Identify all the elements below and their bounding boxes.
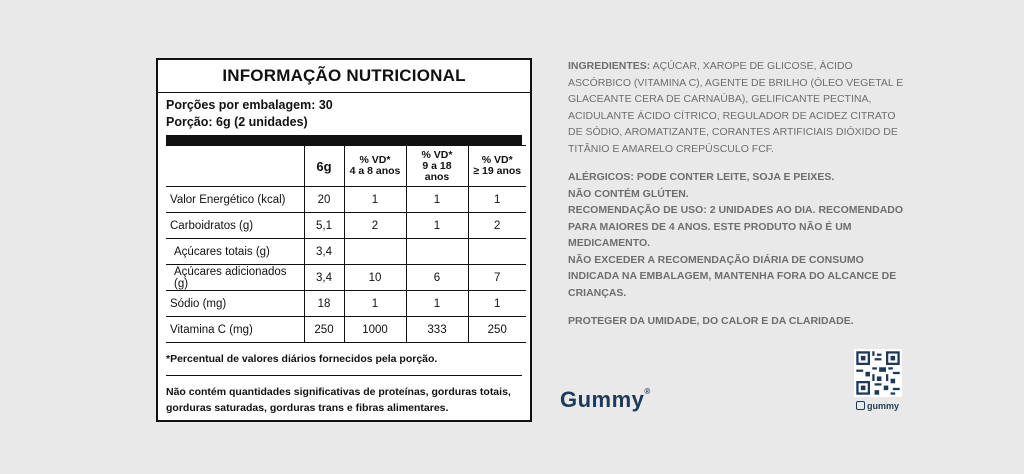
header-row: [166, 146, 526, 187]
table-row: [166, 265, 526, 291]
cell-value: 3,4: [304, 265, 344, 291]
cell-value: 1: [344, 187, 406, 213]
do-not-exceed: NÃO EXCEDER A RECOMENDAÇÃO DIÁRIA DE CONSUMO INDICADA NA EMBALAGEM, MANTENHA FORA DO ALCANCE DE CRIANÇAS.: [568, 253, 897, 299]
cell-value: 2: [344, 213, 406, 239]
footnote: *Percentual de valores diários fornecidos pela porção.: [166, 343, 522, 376]
cell-value: 6: [406, 265, 468, 291]
cell-value: 2: [468, 213, 526, 239]
cell-value: 1: [468, 291, 526, 317]
header-vd-4-8: % VD* 4 a 8 anos: [344, 146, 406, 187]
nutrients-table: [166, 145, 526, 343]
gummy-logo: Gummy®: [560, 387, 651, 412]
warnings: [568, 169, 908, 301]
cell-value: 1: [406, 213, 468, 239]
cell-value: 333: [406, 317, 468, 343]
row-label: Sódio (mg): [166, 291, 304, 317]
serving-info: [158, 93, 530, 135]
nutrition-title: INFORMAÇÃO NUTRICIONAL: [158, 60, 530, 93]
cell-value: 20: [304, 187, 344, 213]
table-row: [166, 317, 526, 343]
row-label: Açúcares adicionados (g): [166, 265, 304, 291]
cell-value: 3,4: [304, 239, 344, 265]
row-label: Açúcares totais (g): [166, 239, 304, 265]
header-vd-19: % VD* ≥ 19 anos: [468, 146, 526, 187]
gluten-free: NÃO CONTÉM GLÚTEN.: [568, 187, 689, 200]
table-row: [166, 187, 526, 213]
cell-value: 250: [468, 317, 526, 343]
cell-value: 10: [344, 265, 406, 291]
header-portion: 6g: [304, 146, 344, 187]
table-row: [166, 291, 526, 317]
cell-value: [344, 239, 406, 265]
header-empty: [166, 146, 304, 187]
table-row: [166, 239, 526, 265]
ingredients-text: AÇÚCAR, XAROPE DE GLICOSE, ÁCIDO ASCÓRBICO (VITAMINA C), AGENTE DE BRILHO (ÓLEO VEGETAL E GLACEANTE CERA DE CARNAÚBA), GELIFICANTE PECTINA, ACIDULANTE ÁCIDO CÍTRICO, REGULADOR DE ACIDEZ CITRATO DE SÓDIO, AROMATIZANTE, CORANTES ARTIFICIAIS DIÓXIDO DE TITÂNIO E AMARELO CREPÚSCULO FCF.: [568, 60, 904, 155]
cell-value: 1: [406, 291, 468, 317]
instagram-icon: [856, 401, 865, 410]
allergens: ALÉRGICOS: PODE CONTER LEITE, SOJA E PEIXES.: [568, 171, 835, 183]
cell-value: 1: [344, 291, 406, 317]
cell-value: 1: [468, 187, 526, 213]
ingredients: [568, 58, 908, 157]
product-info: [568, 58, 908, 342]
cell-value: 1: [406, 187, 468, 213]
qr-code-icon: [854, 349, 902, 397]
row-label: Valor Energético (kcal): [166, 187, 304, 213]
storage-warning: PROTEGER DA UMIDADE, DO CALOR E DA CLARIDADE.: [568, 315, 854, 327]
ingredients-label: INGREDIENTES:: [568, 60, 651, 72]
cell-value: [406, 239, 468, 265]
nutrition-facts-table: [156, 58, 532, 422]
header-vd-9-18: % VD* 9 a 18 anos: [406, 146, 468, 187]
servings-per-package: Porções por embalagem: 30: [166, 98, 333, 112]
row-label: Carboidratos (g): [166, 213, 304, 239]
cell-value: 250: [304, 317, 344, 343]
usage-recommendation: RECOMENDAÇÃO DE USO: 2 UNIDADES AO DIA. RECOMENDADO PARA MAIORES DE 4 ANOS. ESTE PRODUTO NÃO É UM MEDICAMENTO.: [568, 204, 904, 249]
row-label: Vitamina C (mg): [166, 317, 304, 343]
table-row: [166, 213, 526, 239]
qr-handle: gummy: [856, 401, 899, 411]
cell-value: 1000: [344, 317, 406, 343]
cell-value: 5,1: [304, 213, 344, 239]
cell-value: 7: [468, 265, 526, 291]
not-significant-notice: Não contém quantidades significativas de proteínas, gorduras totais, gorduras saturadas, gorduras trans e fibras alimentares.: [166, 386, 511, 414]
serving-size: Porção: 6g (2 unidades): [166, 115, 308, 129]
cell-value: 18: [304, 291, 344, 317]
cell-value: [468, 239, 526, 265]
divider-bar: [166, 135, 522, 145]
